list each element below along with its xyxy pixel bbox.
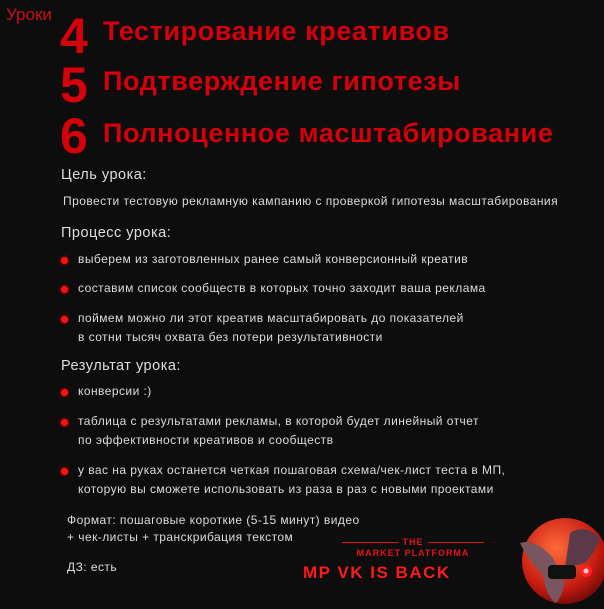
lesson-title: Подтверждение гипотезы [103,66,461,96]
brand-slogan: MP VK IS BACK [303,563,451,582]
bullet-icon [61,468,68,475]
result-heading: Результат урока: [61,358,181,374]
bullet-icon [61,419,68,426]
brand-name: MARKET PLATFORMA [356,548,470,558]
lesson-number: 5 [60,57,88,113]
homework-text: ДЗ: есть [67,560,118,574]
bullet-icon [61,389,68,396]
process-item: составим список сообществ в которых точно заходит ваша реклама [78,281,486,295]
lesson-number: 4 [60,8,88,64]
process-item-line: поймем можно ли этот креатив масштабировать до показателей [78,311,464,325]
bullet-icon [61,286,68,293]
process-item: выберем из заготовленных ранее самый конверсионный креатив [78,252,469,266]
goal-text: Провести тестовую рекламную кампанию с проверкой гипотезы масштабирования [63,194,559,208]
result-item-line: по эффективности креативов и сообществ [78,433,334,447]
process-item [78,309,464,347]
format-text [67,512,360,546]
lessons-tag: Уроки [6,5,52,24]
result-item [78,412,479,450]
process-item-line: в сотни тысяч охвата без потери результативности [78,330,383,344]
result-item: конверсии :) [78,384,152,398]
process-heading: Процесс урока: [61,225,172,241]
result-item-line: которую вы сможете использовать из раза в раз с новыми проектами [78,482,494,496]
bullet-icon [61,316,68,323]
format-line: + чек-листы + транскрибация текстом [67,530,294,544]
lesson-title: Тестирование креативов [103,16,450,46]
format-line: Формат: пошаговые короткие (5-15 минут) видео [67,513,360,527]
goal-heading: Цель урока: [61,167,147,183]
brand-logo [342,537,484,558]
lesson-title: Полноценное масштабирование [103,118,554,148]
mascot-image [515,513,604,604]
bullet-icon [61,257,68,264]
result-item [78,461,505,499]
lesson-number: 6 [60,108,88,164]
result-item-line: у вас на руках останется четкая пошаговая схема/чек-лист теста в МП, [78,463,506,477]
result-item-line: таблица с результатами рекламы, в которой будет линейный отчет [78,414,479,428]
brand-the: THE [402,537,424,547]
